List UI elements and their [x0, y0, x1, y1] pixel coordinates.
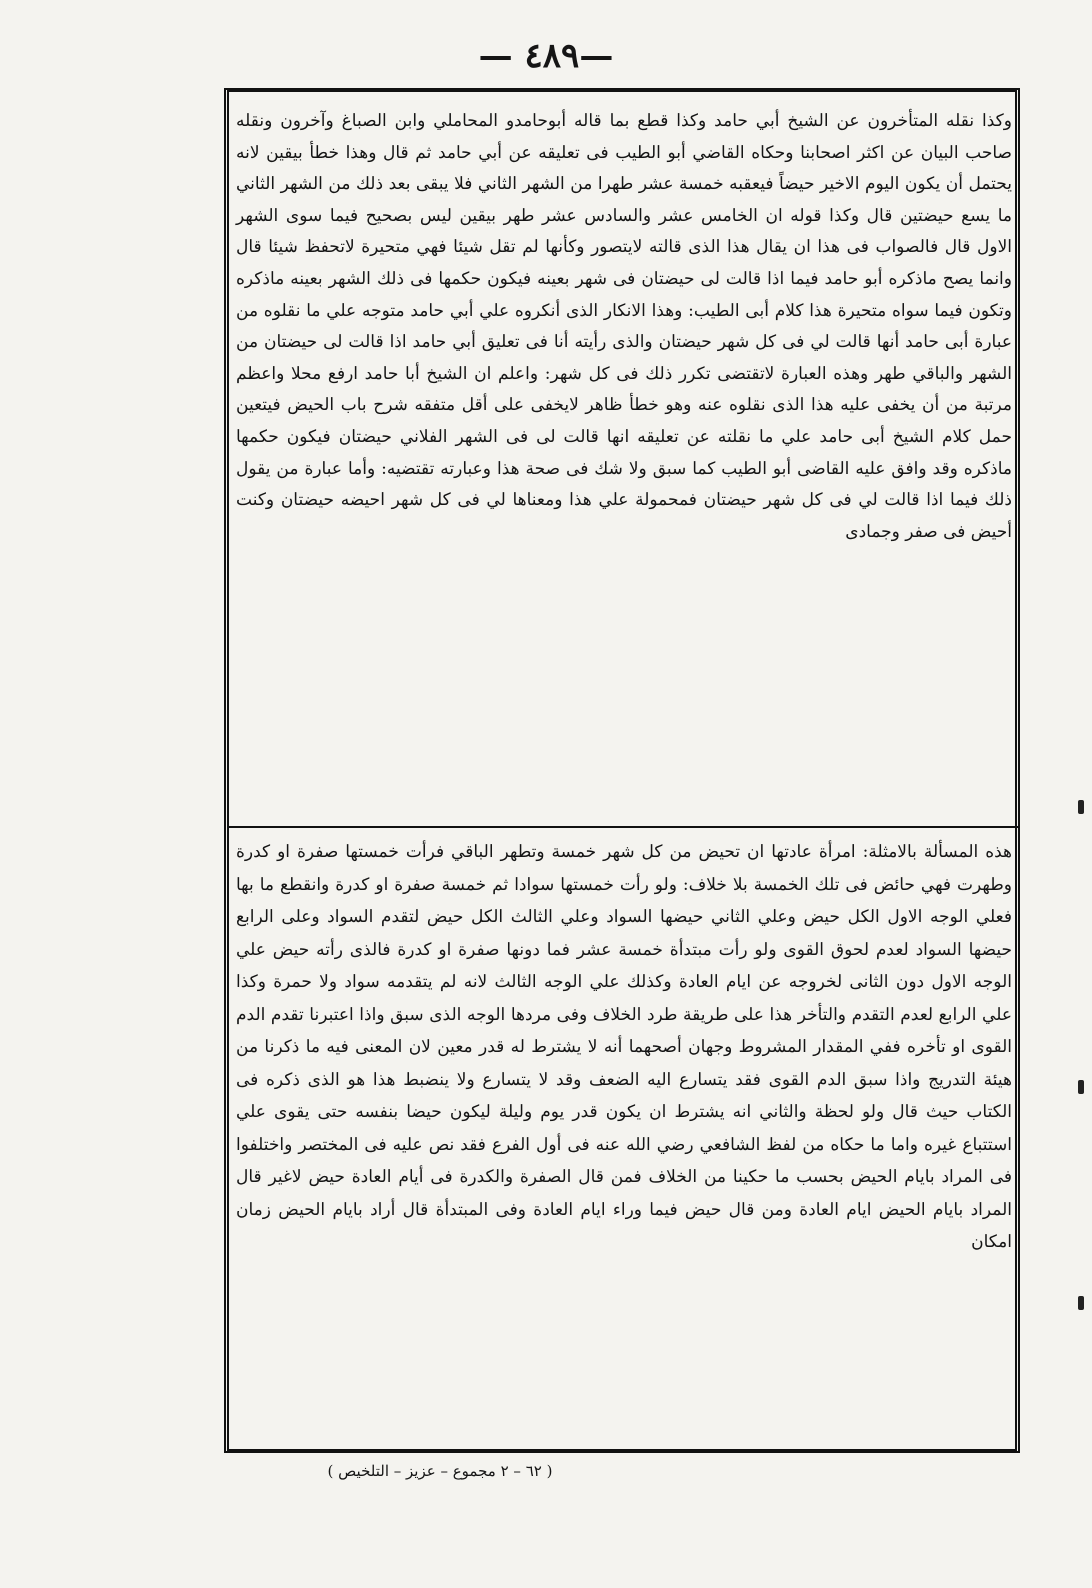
margin-mark	[1078, 800, 1084, 814]
section-divider	[228, 826, 1018, 828]
commentary-paragraph: هذه المسألة بالامثلة: امرأة عادتها ان تحيض من كل شهر خمسة وتطهر الباقي فرأت خمستها صفرة او كدرة وطهرت فهي حائض فى تلك الخمسة بلا خلاف: ولو رأت خمستها سوادا ثم خمسة صفرة او كدرة وانقطع ما بها فعلي الوجه الاول الكل حيض وعلي الثاني حيضها السواد وعلي الثالث الكل حيض لتقدم السواد وعلى الرابع حيضها السواد لعدم لحوق القوى ولو رأت مبتدأة خمسة عشر فما دونها صفرة او كدرة فالذى رأته حيض علي الوجه الاول دون الثانى لخروجه عن ايام العادة وكذلك علي الوجه الثالث لانه لم يتقدمه سواد ولا حمرة وكذا علي الرابع لعدم التقدم والتأخر هذا على طريقة طرد الخلاف وفى مردها الوجه الذى سبق واذا اعتبرنا تقدم الدم القوى او تأخره ففي المقدار المشروط وجهان أصحهما أنه لا يشترط له قدر معين لان المعنى فيه ما ذكرنا من هيئة التدريج واذا سبق الدم القوى فقد يتسارع اليه الضعف وقد لا يتسارع ولا ينضبط هذا هو الذى ذكره فى الكتاب حيث قال ولو لحظة والثاني انه يشترط ان يكون قدر يوم وليلة ليكون حيضا بنفسه حتى يقوى علي استتباع غيره واما ما حكاه من لفظ الشافعي رضي الله عنه فى أول الفرع فقد نص عليه فى المختصر واختلفوا فى المراد بايام الحيض بحسب ما حكينا من الخلاف فمن قال الصفرة والكدرة فى أيام العادة حيض لاغير قال المراد بايام الحيض ايام العادة ومن قال حيض فيما وراء ايام العادة وفى المبتدأة قال أراد بايام الحيض زمان امكان	[236, 842, 1012, 1252]
page-number: — ٤٨٩—	[478, 36, 614, 76]
commentary-block	[236, 836, 1012, 1259]
margin-mark	[1078, 1296, 1084, 1310]
main-text-block	[236, 106, 1012, 548]
volume-caption: ( ٦٢ – ٢ مجموع – عزيز – التلخيص )	[327, 1462, 553, 1480]
margin-mark	[1078, 1080, 1084, 1094]
main-paragraph: وكذا نقله المتأخرون عن الشيخ أبي حامد وكذا قطع بما قاله أبوحامدو المحاملي وابن الصباغ وآخرون ونقله صاحب البيان عن اكثر اصحابنا وحكاه القاضي أبو الطيب فى تعليقه عن أبي حامد ثم قال وهذا خطأ بيقين لانه يحتمل أن يكون اليوم الاخير حيضاً فيعقبه خمسة عشر طهرا من الشهر الثاني فلا يبقى بعد ذلك من الشهر الثاني ما يسع حيضتين قال وكذا قوله ان الخامس عشر والسادس عشر طهر بيقين ليس بصحيح فيما سوى الشهر الاول قال فالصواب فى هذا ان يقال هذا الذى قالته لايتصور وكأنها لم تقل شيئا فهي متحيرة لاتحفظ شيئا قال وانما يصح ماذكره أبو حامد فيما اذا قالت لى حيضتان فى شهر بعينه فيكون حكمها فى ذلك الشهر بعينه ماذكره وتكون فيما سواه متحيرة هذا كلام أبى الطيب: وهذا الانكار الذى أنكروه علي أبي حامد متوجه علي ما نقلوه من عبارة أبى حامد أنها قالت لي فى كل شهر حيضتان والذى رأيته أنا فى تعليق أبي حامد اذا قالت لى حيضتان من الشهر والباقي طهر وهذه العبارة لاتقتضى تكرر ذلك فى كل شهر: واعلم ان الشيخ أبا حامد ارفع محلا واعظم مرتبة من أن يخفى عليه هذا الذى نقلوه عنه وهو خطأ ظاهر لايخفى على أقل متفقه شرح باب الحيض فيتعين حمل كلام الشيخ أبى حامد علي ما نقلته عن تعليقه انها قالت لى فى الشهر الفلاني حيضتان فيكون حكمها ماذكره وقد وافق عليه القاضى أبو الطيب كما سبق ولا شك فى صحة هذا وعبارته تقتضيه: وأما عبارة من يقول ذلك فيما اذا قالت لي فى كل شهر حيضتان فمحمولة علي هذا ومعناها لي فى كل شهر احيضه حيضتان وكنت أحيض فى صفر وجمادى	[236, 111, 1012, 542]
